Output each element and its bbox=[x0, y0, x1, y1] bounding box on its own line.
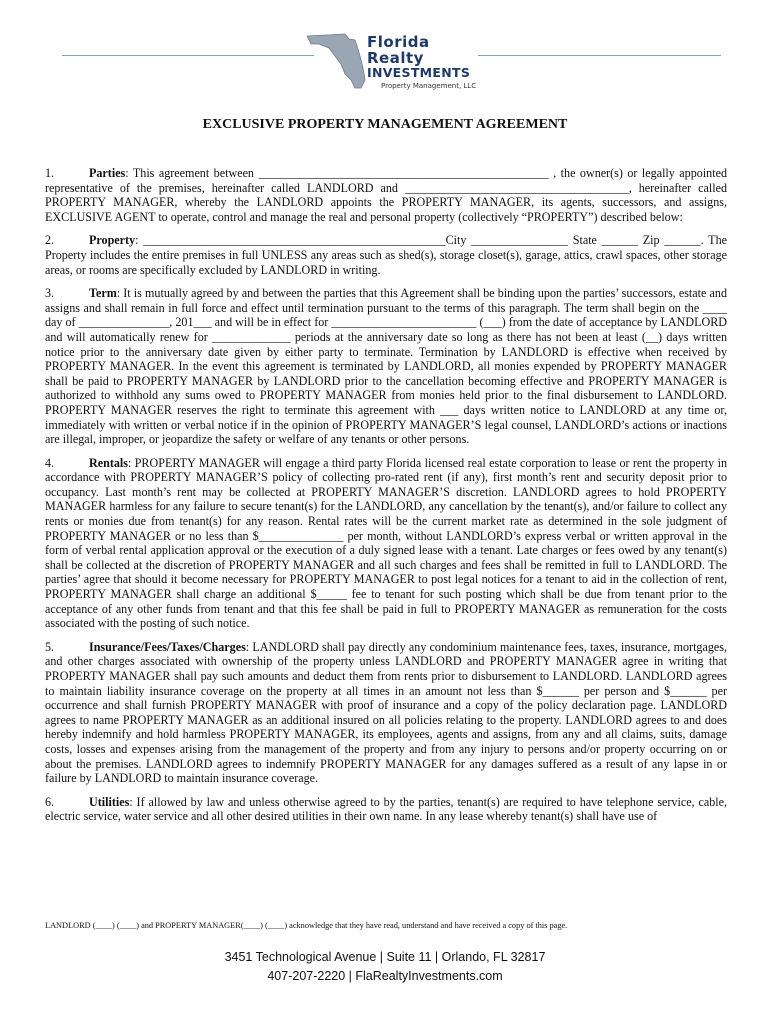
section-property bbox=[45, 233, 727, 277]
section-utilities bbox=[45, 795, 727, 824]
section-heading: Rentals bbox=[89, 455, 128, 470]
agreement-body bbox=[45, 166, 727, 833]
section-heading: Parties bbox=[89, 166, 126, 180]
logo-line-1: Florida bbox=[367, 33, 430, 51]
florida-map-icon bbox=[305, 30, 367, 92]
section-heading: Utilities bbox=[89, 794, 130, 809]
section-number: 5. bbox=[45, 639, 55, 654]
footer-address: 3451 Technological Avenue | Suite 11 | Orlando, FL 32817 bbox=[224, 950, 546, 964]
section-heading: Term bbox=[89, 286, 117, 301]
header-rule-left bbox=[62, 55, 314, 56]
section-text: : __________________________________________________City ________________ State ______ Zip ______. The Property includes the entire premises in full UNLESS any areas such as shed(s), storage closet(s), garage, attics, crawl spaces, other storage areas, or rooms are specifically excluded by LANDLORD in writing. bbox=[45, 233, 727, 277]
logo-tagline: Property Management, LLC bbox=[381, 82, 477, 90]
document-title: EXCLUSIVE PROPERTY MANAGEMENT AGREEMENT bbox=[202, 117, 568, 132]
section-insurance bbox=[45, 640, 727, 786]
company-logo bbox=[305, 30, 485, 96]
section-heading: Insurance/Fees/Taxes/Charges bbox=[89, 639, 246, 654]
section-number: 1. bbox=[45, 166, 55, 180]
section-number: 4. bbox=[45, 455, 55, 470]
section-number: 3. bbox=[45, 286, 55, 301]
logo-line-2: Realty bbox=[367, 49, 424, 67]
logo-line-3: INVESTMENTS bbox=[367, 65, 471, 80]
section-number: 6. bbox=[45, 794, 55, 809]
footer-contact: 407-207-2220 | FlaRealtyInvestments.com bbox=[267, 969, 503, 983]
section-parties bbox=[45, 166, 727, 224]
section-text: : PROPERTY MANAGER will engage a third party Florida licensed real estate corporation to lease or rent the property in accordance with PROPERTY MANAGER’S policy of collecting pro-rated rent (if any), first month’s rent and security deposit prior to occupancy. Last month’s rent may be collected at PROPERTY MANAGER’S discretion. LANDLORD agrees to hold PROPERTY MANAGER harmless for any failure to secure tenant(s) for the LANDLORD, any cancellation by the tenant(s), and/or failure to collect any rents or monies due from tenant(s) for any reason. Rental rates will be the current market rate as determined in the sole judgment of PROPERTY MANAGER or no less than $______________ per month, without LANDLORD’s express verbal or written approval in the form of verbal rental application approval or the execution of a duly signed lease with a tenant. Late charges or fees owed by any tenant(s) shall be collected at the discretion of PROPERTY MANAGER and all such charges and fees shall be remitted in full to LANDLORD. The parties’ agree that should it become necessary for PROPERTY MANAGER to post legal notices for a tenant to aid in the collection of rent, PROPERTY MANAGER shall charge an additional $_____ fee to tenant for such posting which shall be due from tenant prior to the acceptance of any other funds from tenant and that this fee shall be paid in full to PROPERTY MANAGER as remuneration for the costs associated with the posting of such notice. bbox=[45, 455, 727, 631]
initials-acknowledgment: LANDLORD (____) (____) and PROPERTY MANAGER(____) (____) acknowledge that they have read, understand and have received a copy of this page. bbox=[45, 921, 568, 930]
section-term bbox=[45, 286, 727, 447]
section-text: : If allowed by law and unless otherwise agreed to by the parties, tenant(s) are required to have telephone service, cable, electric service, water service and all other desired utilities in their own name. In any lease whereby tenant(s) shall have use of bbox=[45, 794, 727, 824]
header-rule-right bbox=[478, 55, 721, 56]
section-text: : This agreement between ________________________________________________ , the owner(s) or legally appointed representative of the premises, hereinafter called LANDLORD and _____________________________________, hereinafter called PROPERTY MANAGER, whereby the LANDLORD appoints the PROPERTY MANAGER, its agents, successors, and assigns, EXCLUSIVE AGENT to operate, control and manage the real and personal property (collectively “PROPERTY”) described below: bbox=[45, 166, 727, 224]
section-text: : LANDLORD shall pay directly any condominium maintenance fees, taxes, insurance, mortgages, and other charges associated with ownership of the property unless LANDLORD and PROPERTY MANAGER agree in writing that PROPERTY MANAGER shall pay such amounts and deduct them from rents prior to disbursement to LANDLORD. LANDLORD agrees to maintain liability insurance coverage on the property at all times in an amount not less than $______ per person and $______ per occurrence and shall furnish PROPERTY MANAGER with proof of insurance and a copy of the policy declaration page. LANDLORD agrees to name PROPERTY MANAGER as an additional insured on all policies relating to the property. LANDLORD agrees to and does hereby indemnify and hold harmless PROPERTY MANAGER, its employees, agents and assigns, from any and all claims, suits, damage costs, losses and expenses arising from the management of the property and from any injury to persons and/or property occurring on or about the premises. LANDLORD agrees to indemnify PROPERTY MANAGER for any damages suffered as a result of any lapse in or failure by LANDLORD to maintain insurance coverage. bbox=[45, 639, 727, 786]
section-heading: Property bbox=[89, 233, 136, 248]
section-text: : It is mutually agreed by and between the parties that this Agreement shall be binding upon the parties’ successors, estate and assigns and shall remain in full force and effect until termination pursuant to the terms of this paragraph. The term shall begin on the ____ day of _______________, 201___ and will be in effect for ________________________ (___) from the date of acceptance by LANDLORD and will automatically renew for _____________ periods at the anniversary date so long as there has not been at least (__) days written notice prior to the anniversary date given by either party to terminate. Termination by LANDLORD is effective when received by PROPERTY MANAGER. In the event this agreement is terminated by LANDLORD, all monies expended by PROPERTY MANAGER shall be paid to PROPERTY MANAGER by LANDLORD prior to the cancellation becoming effective and PROPERTY MANAGER is authorized to withhold any sums owed to PROPERTY MANAGER from monies held prior to the final disbursement to LANDLORD. PROPERTY MANAGER reserves the right to terminate this agreement with ___ days written notice to LANDLORD at any time or, immediately with written or verbal notice if in the opinion of PROPERTY MANAGER’S legal counsel, LANDLORD’s actions or inactions are illegal, improper, or jeopardize the safety or welfare of any tenants or other persons. bbox=[45, 286, 727, 447]
section-number: 2. bbox=[45, 233, 55, 248]
section-rentals bbox=[45, 456, 727, 631]
